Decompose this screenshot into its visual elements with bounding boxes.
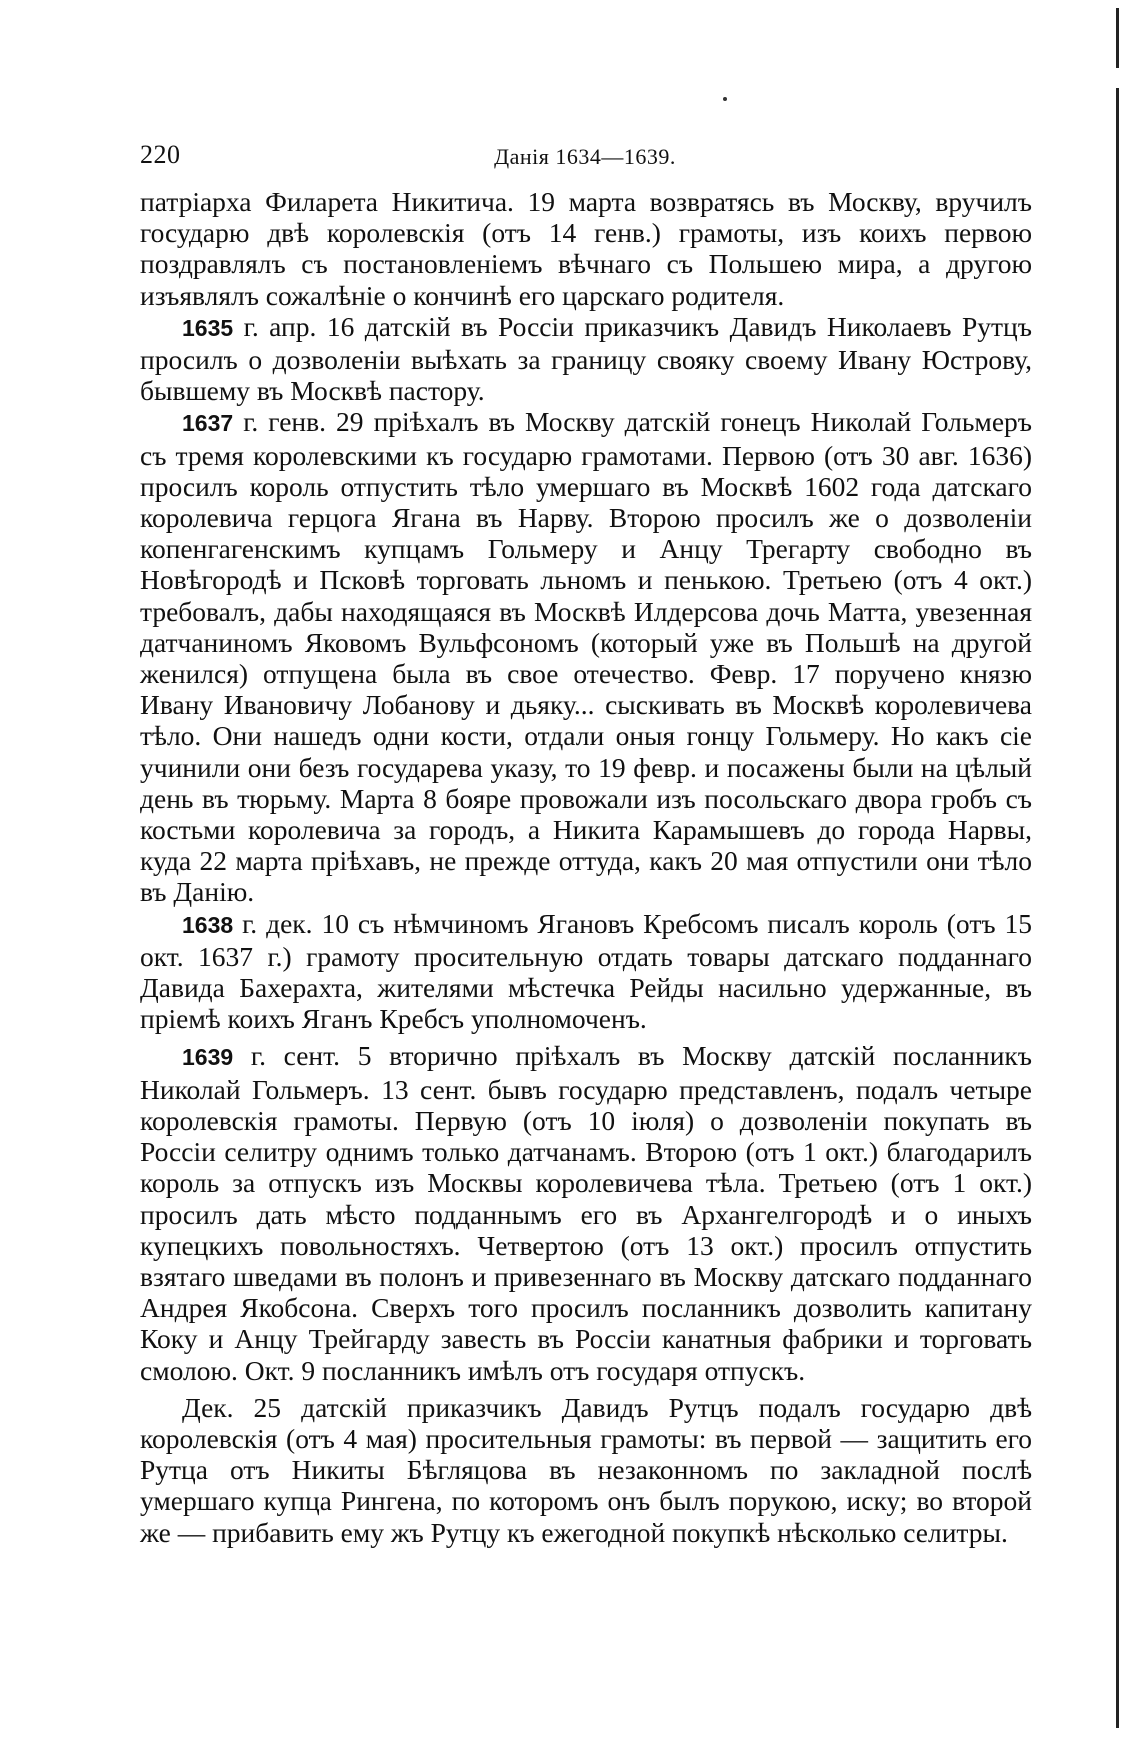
year-label: 1637 [182,410,234,437]
year-label: 1635 [182,314,234,341]
body-text [140,186,1032,1548]
page-header [140,140,1030,176]
paragraph-text: патріарха Филарета Никитича. 19 марта возвратясь въ Москву, вручилъ государю двѣ королевскія (отъ 14 генв.) грамоты, изъ коихъ первою поздравлялъ съ постановленіемъ вѣчнаго съ Польшею мира, а другою изъявлялъ сожалѣніе о кончинѣ его царскаго родителя. [140,186,1032,311]
year-label: 1639 [182,1044,234,1071]
paragraph-1638 [140,908,1032,1035]
page-edge-line [1116,8,1119,68]
page-number: 220 [140,140,181,169]
paragraph-text: Дек. 25 датскій приказчикъ Давидъ Рутцъ подалъ государю двѣ королевскія (отъ 4 мая) просительныя грамоты: въ первой — защитить его Рутца отъ Никиты Бѣгляцова въ незаконномъ по закладной послѣ умершаго купца Рингена, по которомъ онъ былъ порукою, иску; во второй же — прибавить ему жъ Рутцу къ ежегодной покупкѣ нѣсколько селитры. [140,1391,1032,1548]
paragraph-intro [140,186,1032,311]
paragraph-1635 [140,311,1032,407]
paragraph-text: г. сент. 5 вторично пріѣхалъ въ Москву датскій посланникъ Николай Гольмеръ. 13 сент. бывъ государю представленъ, подалъ четыре королевскія грамоты. Первую (отъ 10 іюля) о дозволеніи покупать въ Россіи селитру однимъ только датчанамъ. Второю (отъ 1 окт.) благодарилъ король за отпускъ изъ Москвы королевичева тѣла. Третьею (отъ 1 окт.) просилъ дать мѣсто подданнымъ его въ Архангелгородѣ и о иныхъ купецкихъ повольностяхъ. Четвертою (отъ 13 окт.) просилъ отпустить взятаго шведами въ полонъ и привезеннаго въ Москву датскаго подданнаго Андрея Якобсона. Сверхъ того просилъ посланникъ дозволить капитану Коку и Анцу Трейгарду завесть въ Россіи канатныя фабрики и торговать смолою. Окт. 9 посланникъ имѣлъ отъ государя отпускъ. [140,1040,1032,1386]
paragraph-1637 [140,406,1032,907]
year-label: 1638 [182,911,234,938]
running-title: Данія 1634—1639. [494,144,676,169]
scan-speck [723,97,727,101]
paragraph-dec-25 [140,1392,1032,1548]
paragraph-1639 [140,1040,1032,1385]
paragraph-text: г. генв. 29 пріѣхалъ въ Москву датскій гонецъ Николай Гольмеръ съ тремя королевскими къ государю грамотами. Первою (отъ 30 авг. 1636) просилъ король отпустить тѣло умершаго въ Москвѣ 1602 года датскаго королевича герцога Ягана въ Нарву. Второю просилъ же о дозволеніи копенгагенскимъ купцамъ Гольмеру и Анцу Трегарту свободно въ Новѣгородѣ и Псковѣ торговать льномъ и пенькою. Третьею (отъ 4 окт.) требовалъ, дабы находящаяся въ Москвѣ Илдерсова дочь Матта, увезенная датчаниномъ Яковомъ Вульфсономъ (который уже въ Польшѣ на другой женился) отпущена была въ свое отечество. Февр. 17 поручено князю Ивану Ивановичу Лобанову и дьяку... сыскивать въ Москвѣ королевичева тѣло. Они нашедъ одни кости, отдали оныя гонцу Гольмеру. Но какъ сіе учинили они безъ государева указу, то 19 февр. и посажены были на цѣлый день въ тюрьму. Марта 8 бояре провожали изъ посольскаго двора гробъ съ костьми королевича за городъ, а Никита Карамышевъ до города Нарвы, куда 22 марта пріѣхавъ, не прежде оттуда, какъ 20 мая отпустили они тѣло въ Данію. [140,406,1032,908]
paragraph-text: г. дек. 10 съ нѣмчиномъ Ягановъ Кребсомъ писалъ король (отъ 15 окт. 1637 г.) грамоту просительную отдать товары датскаго подданнаго Давида Бахерахта, жителями мѣстечка Рейды насильно удержанные, въ пріемѣ коихъ Яганъ Кребсъ уполномоченъ. [140,907,1032,1035]
paragraph-text: г. апр. 16 датскій въ Россіи приказчикъ Давидъ Николаевъ Рутцъ просилъ о дозволеніи выѣхать за границу свояку своему Ивану Юстрову, бывшему въ Москвѣ пастору. [140,310,1032,407]
page-edge-line [1116,88,1119,1728]
